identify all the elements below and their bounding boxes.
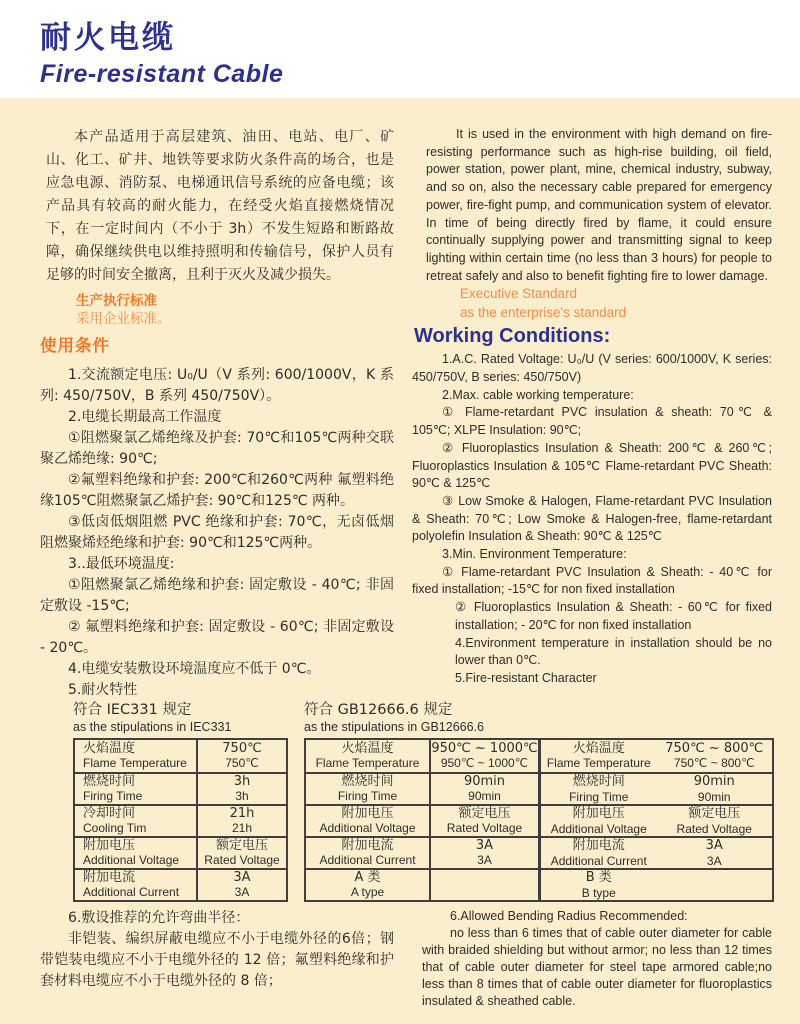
cell-text-zh: 燃烧时间 — [572, 774, 625, 789]
working-item-zh: 1.交流额定电压: U₀/U（V 系列: 600/1000V，K 系列: 450/750V，B 系列 450/750V）。 — [40, 367, 394, 404]
executive-standard-zh — [76, 292, 394, 328]
table-cell-label — [541, 774, 657, 805]
fire-resistant-tables — [40, 701, 774, 902]
cell-text-zh: 冷却时间 — [83, 805, 136, 821]
working-conditions-list-zh — [40, 365, 394, 701]
table-cell-label — [75, 868, 198, 900]
gb12666-caption-zh: 符合 GB12666.6 规定 — [304, 702, 453, 718]
bending-body-en: no less than 6 times that of cable outer diameter for cable with braided shielding but without armor; no less than 12 times that of cable outer diameter for steel tape armored cable;no less than 8 times that of cable outer diameter for fluoroplastics insulated & sheathed cable. — [422, 926, 772, 1008]
b-row — [541, 870, 772, 900]
cell-text-zh: 3A — [475, 837, 494, 853]
cell-text-en: 90min — [697, 789, 731, 804]
working-item-en: ① Flame-retardant PVC insulation & sheath: 70℃ & 105℃; XLPE Insulation: 90℃; — [412, 405, 772, 438]
table-cell-value — [431, 804, 541, 836]
cell-text-zh: 950℃ ~ 1000℃ — [431, 740, 538, 756]
table-cell-label — [75, 836, 198, 868]
cell-text-zh: 附加电流 — [83, 869, 136, 885]
working-item-zh: ② 氟塑料绝缘和护套: 固定敷设 - 60℃; 非固定敷设 - 20℃。 — [40, 619, 394, 656]
table-cell-value — [198, 868, 286, 900]
table-cell-value — [657, 838, 773, 869]
executive-standard-body-en: as the enterprise's standard — [460, 304, 627, 320]
cell-text-zh: 90min — [463, 773, 506, 789]
working-item-en: 5.Fire-resistant Character — [455, 670, 597, 685]
working-item-en: ② Fluoroplastics Insulation & Sheath: 200℃ & 260℃; Fluoroplastics Insulation & 105℃ Flame-retardant PVC Sheath: 90℃ & 125℃ — [412, 440, 772, 491]
cell-text-zh: 额定电压 — [458, 805, 511, 821]
cell-text-zh: 燃烧时间 — [341, 773, 394, 789]
working-conditions-heading-zh: 使用条件 — [40, 336, 110, 355]
table-cell-pair — [541, 836, 772, 868]
b-row — [541, 806, 772, 836]
cell-text-en: Firing Time — [569, 789, 629, 804]
content-area — [0, 98, 800, 1024]
table-cell-label — [306, 804, 431, 836]
working-item-zh: 5.耐火特性 — [68, 682, 138, 698]
cell-text-zh: 附加电压 — [572, 806, 625, 821]
working-item-en: 1.A.C. Rated Voltage: U₀/U (V series: 600/1000V, K series: 450/750V, B series: 450/750V) — [412, 352, 772, 385]
cell-text-en: Flame Temperature — [546, 756, 651, 770]
cell-text-en: 3A — [706, 853, 722, 868]
cell-text-zh: 750℃ ~ 800℃ — [665, 740, 764, 756]
cell-text-en: Additional Current — [83, 885, 180, 899]
table-cell-label — [75, 772, 198, 804]
working-item-zh: 4.电缆安装敷设环境温度应不低于 0℃。 — [68, 661, 321, 677]
table-cell-value — [198, 804, 286, 836]
cell-text-zh: 附加电流 — [572, 838, 625, 853]
table-cell-label — [541, 838, 657, 869]
working-item-en: 3.Min. Environment Temperature: — [442, 547, 627, 562]
table-cell-label — [75, 804, 198, 836]
cell-text-zh: 附加电压 — [83, 837, 136, 853]
gb12666-grid — [306, 740, 772, 900]
cell-text-en: Firing Time — [337, 789, 398, 803]
cell-text-en: Additional Current — [550, 853, 647, 868]
cell-text-en: Flame Temperature — [83, 756, 187, 770]
b-row — [541, 838, 772, 868]
iec331-table — [73, 738, 288, 902]
cell-text-zh: 90min — [693, 774, 735, 789]
working-item-en: 2.Max. cable working temperature: — [442, 387, 634, 402]
cell-text-en: Flame Temperature — [315, 756, 420, 770]
cell-text-zh: A 类 — [354, 869, 381, 885]
table-cell-pair — [541, 804, 772, 836]
cell-text-en: 3A — [477, 853, 492, 867]
working-item-zh: ①阻燃聚氯乙烯绝缘和护套: 固定敷设 - 40℃; 非固定敷设 -15℃; — [40, 577, 394, 614]
b-row — [541, 740, 772, 772]
working-item-zh: 3..最低环境温度: — [68, 556, 175, 572]
working-item-zh: ①阻燃聚氯乙烯绝缘及护套: 70℃和105℃两种交联聚乙烯绝缘: 90℃; — [40, 430, 394, 467]
cell-text-en: 3h — [235, 789, 249, 803]
table-cell-label — [75, 740, 198, 772]
column-english — [412, 126, 772, 701]
executive-standard-en — [460, 285, 772, 322]
cell-text-zh: B 类 — [585, 870, 612, 885]
working-item-en: ① Flame-retardant PVC Insulation & Sheath: - 40℃ for fixed installation; -15℃ for non fixed installation — [412, 564, 772, 597]
cell-text-zh: 火焰温度 — [83, 740, 136, 756]
intro-paragraph-zh: 本产品适用于高层建筑、油田、电站、电厂、矿山、化工、矿井、地铁等要求防火条件高的场合，也是应急电源、消防泵、电梯通讯信号系统的应备电缆；该产品具有较高的耐火能力，在经受火焰直接燃烧情况下，在一定时间内（不小于 3h）不发生短路和断路故障，确保继续供电以维持照明和传输信号，保护人员有足够的时间安全撤离，且利于灭火及减少损失。 — [46, 129, 394, 283]
cell-text-zh: 火焰温度 — [572, 740, 625, 756]
iec331-grid — [75, 740, 286, 900]
iec331-table-block — [73, 701, 288, 902]
working-item-zh: 2.电缆长期最高工作温度 — [68, 409, 222, 425]
working-item-en: ③ Low Smoke & Halogen, Flame-retardant PVC Insulation & Sheath: 70℃; Low Smoke & Halogen-free, flame-retardant polyolefin Insulation & Sheath: 90℃ & 125℃ — [412, 493, 772, 544]
page-title-zh: 耐火电缆 — [40, 20, 176, 56]
cell-text-en: Cooling Tim — [83, 821, 147, 835]
table-cell-value — [431, 836, 541, 868]
iec331-caption-zh: 符合 IEC331 规定 — [73, 702, 192, 718]
table-cell-value — [431, 740, 541, 772]
cell-text-en: 950℃ ~ 1000℃ — [440, 756, 529, 770]
cell-text-en: 21h — [231, 821, 253, 835]
table-cell-empty — [657, 870, 773, 901]
bending-radius-zh — [40, 908, 394, 1010]
cell-text-en: Rated Voltage — [446, 821, 523, 835]
cell-text-zh: 3A — [233, 869, 251, 885]
table-cell-label — [306, 772, 431, 804]
cell-text-zh: 750℃ — [222, 740, 262, 756]
intro-paragraph-en: It is used in the environment with high demand on fire-resisting performance such as high-rise building, oil field, power station, power plant, mine, chemical industry, subway, and so on, also the necessary cable prepared for emergency power, fire-fight pump, and communication system of elevator. In time of being directly fired by flame, it could ensure continually supplying power and transmitting signal to keep lighting within certain time (no less than 3 hours) for people to retreat safely and also to benefit fighting fire to lower damage. — [426, 127, 772, 283]
cell-text-zh: 燃烧时间 — [83, 773, 136, 789]
cell-text-zh: 3h — [233, 773, 251, 789]
table-cell-label — [541, 740, 657, 772]
table-cell-type-b-text — [541, 870, 657, 901]
table-cell-value — [431, 772, 541, 804]
cell-text-en: A type — [350, 885, 385, 899]
executive-standard-body-zh: 采用企业标准。 — [76, 311, 171, 327]
bending-body-zh: 非铠装、编织屏蔽电缆应不小于电缆外径的6倍；钢带铠装电缆应不小于电缆外径的 12 倍；氟塑料绝缘和护套材料电缆应不小于电缆外径的 8 倍； — [40, 931, 394, 989]
working-conditions-list-en — [412, 351, 772, 687]
gb12666-table — [304, 738, 774, 902]
cell-text-zh: 附加电压 — [341, 805, 394, 821]
cell-text-en: Firing Time — [83, 789, 143, 803]
cell-text-zh: 3A — [705, 838, 723, 853]
executive-standard-title-en: Executive Standard — [460, 286, 578, 302]
working-item-zh: ②氟塑料绝缘和护套: 200℃和260℃两种 氟塑料绝缘105℃阻燃聚氯乙烯护套: 90℃和125℃ 两种。 — [40, 472, 394, 509]
cell-text-zh: 21h — [229, 805, 255, 821]
cell-text-en: 90min — [468, 789, 501, 803]
table-cell-value — [198, 836, 286, 868]
cell-text-en: 750℃ — [225, 756, 259, 770]
cell-text-en: Additional Voltage — [83, 853, 180, 867]
gb12666-caption-en: as the stipulations in GB12666.6 — [304, 720, 484, 734]
table-cell-empty — [431, 868, 541, 900]
cell-text-en: Additional Voltage — [319, 821, 416, 835]
table-cell-value — [657, 774, 773, 805]
table-cell-pair — [541, 772, 772, 804]
table-cell-label — [541, 806, 657, 837]
cell-text-zh: 火焰温度 — [341, 740, 394, 756]
table-cell-value — [657, 740, 773, 772]
gb12666-table-block — [304, 701, 774, 902]
working-item-en: ② Fluoroplastics Insulation & Sheath: - 60℃ for fixed installation; - 20℃ for non fixed installation — [455, 600, 772, 632]
working-conditions-heading-en: Working Conditions: — [414, 325, 611, 348]
column-chinese — [40, 126, 394, 701]
table-cell-value — [657, 806, 773, 837]
table-cell-value — [198, 772, 286, 804]
two-column-layout — [40, 126, 774, 701]
masthead — [0, 0, 800, 98]
cell-text-en: Rated Voltage — [676, 821, 752, 836]
cell-text-en: B type — [581, 885, 616, 900]
working-item-zh: ③低卤低烟阻燃 PVC 绝缘和护套: 70℃，无卤低烟阻燃聚烯烃绝缘和护套: 90℃和125℃两种。 — [40, 514, 394, 551]
cell-text-en: Additional Current — [319, 853, 416, 867]
table-cell-label — [306, 836, 431, 868]
cell-text-zh: 额定电压 — [215, 837, 268, 853]
table-cell-pair — [541, 740, 772, 772]
iec331-caption-en: as the stipulations in IEC331 — [73, 720, 232, 734]
working-item-en: 4.Environment temperature in installation should be no lower than 0℃. — [455, 635, 772, 668]
cell-text-zh: 额定电压 — [688, 806, 741, 821]
executive-standard-title-zh: 生产执行标准 — [76, 293, 157, 309]
cell-text-en: 750℃ ~ 800℃ — [673, 756, 755, 770]
bending-radius-section — [40, 908, 774, 1010]
cell-text-en: Additional Voltage — [550, 821, 647, 836]
b-row — [541, 774, 772, 804]
bending-title-zh: 6.敷设推荐的允许弯曲半径： — [68, 910, 250, 926]
page-title-en: Fire-resistant Cable — [40, 60, 284, 88]
cell-text-zh: 附加电流 — [341, 837, 394, 853]
cell-text-en: Rated Voltage — [204, 853, 280, 867]
bending-title-en: 6.Allowed Bending Radius Recommended: — [450, 909, 688, 923]
cell-text-en: 3A — [234, 885, 250, 899]
table-cell-type-b — [541, 868, 772, 900]
table-cell-value — [198, 740, 286, 772]
table-cell-label — [306, 740, 431, 772]
table-cell-type-a — [306, 868, 431, 900]
bending-radius-en — [412, 908, 772, 1010]
